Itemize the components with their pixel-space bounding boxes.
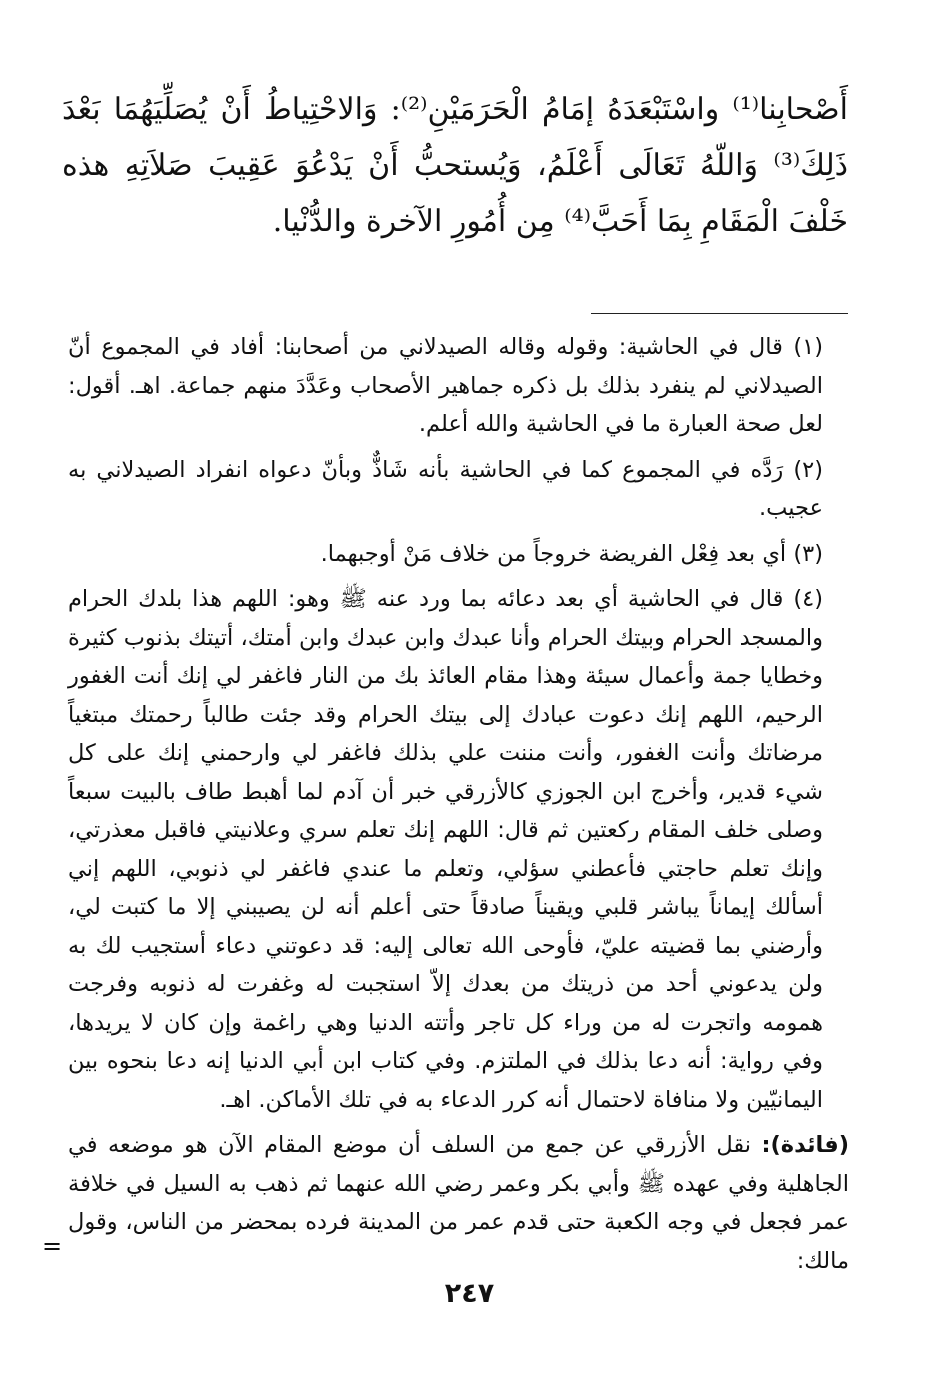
- footnote-number: (٢): [793, 456, 823, 483]
- footnote-text: رَدَّه في المجموع كما في الحاشية بأنه شَاذٌّ وبأنّ دعواه انفراد الصيدلاني به عجيب.: [68, 456, 823, 521]
- main-text-block: [62, 82, 848, 250]
- page-number: ٢٤٧: [444, 1278, 495, 1309]
- footnote-text: أي بعد فِعْل الفريضة خروجاً من خلاف مَنْ أوجبهما.: [320, 540, 787, 567]
- footnote-2: [68, 451, 849, 528]
- footnote-text: قال في الحاشية أي بعد دعائه بما ورد عنه ﷺ وهو: اللهم هذا بلدك الحرام والمسجد الحرام وبيتك الحرام وأنا عبدك وابن عبدك وابن أمتك، أتيتك بذنوب كثيرة وخطايا جمة وأعمال سيئة وهذا مقام العائذ بك من النار فاغفر لي إنك أنت الغفور الرحيم، اللهم إنك دعوت عبادك إلى بيتك الحرام وقد جئت طالباً رحمتك مبتغياً مرضاتك وأنت الغفور، وأنت مننت علي بذلك فاغفر لي وارحمني إنك على كل شيء قدير، وأخرج ابن الجوزي كالأزرقي خبر أن آدم لما أهبط طاف بالبيت سبعاً وصلى خلف المقام ركعتين ثم قال: اللهم إنك تعلم سري وعلانيتي فاقبل معذرتي، وإنك تعلم حاجتي فأعطني سؤلي، وتعلم ما عندي فاغفر لي ذنوبي، اللهم إني أسألك إيماناً يباشر قلبي ويقيناً صادقاً حتى أعلم أنه لن يصيبني إلا ما كتبت لي، وأرضني بما قضيته عليّ، فأوحى الله تعالى إليه: قد دعوتني دعاء أستجيب لك به ولن يدعوني أحد من ذريتك من بعدك إلاّ استجبت له وغفرت له ذنوبه وفرجت همومه واتجرت له من وراء كل تاجر وأتته الدنيا وهي راغمة وإن كان لا يريدها، وفي رواية: أنه دعا بذلك في الملتزم. وفي كتاب ابن أبي الدنيا إنه دعا بنحوه بين اليمانيّين ولا منافاة لاحتمال أنه كرر الدعاء به في تلك الأماكن. اهـ.: [68, 586, 823, 1113]
- footnote-3: [68, 535, 849, 574]
- footnote-number: (٣): [793, 540, 823, 567]
- benefit-note-text: نقل الأزرقي عن جمع من السلف أن موضع المقام الآن هو موضعه في الجاهلية وفي عهده ﷺ وأبي بكر وعمر رضي الله عنهما ثم ذهب به السيل في خلافة عمر فجعل في وجه الكعبة حتى قدم عمر من المدينة فرده بمحضر من الناس، وقول مالك:: [68, 1132, 849, 1274]
- benefit-note: [68, 1126, 849, 1280]
- continuation-mark: =: [42, 1232, 63, 1260]
- footnote-number: (١): [793, 334, 823, 360]
- footnote-separator: [591, 313, 848, 314]
- benefit-note-label: (فائدة):: [761, 1132, 849, 1158]
- footnotes-block: [68, 328, 849, 1287]
- main-paragraph: أَصْحابِنا⁽¹⁾ واسْتَبْعَدَهُ إمَامُ الْحَرَمَيْنِ⁽²⁾: وَالاحْتِياطُ أَنْ يُصَلِّيَهُمَا بَعْدَ ذَلِكَ⁽³⁾ وَاللّهُ تَعَالَى أَعْلَمُ، وَيُستحبُّ أَنْ يَدْعُوَ عَقِيبَ صَلاَتِهِ هذه خَلْفَ الْمَقَامِ بِمَا أَحَبَّ⁽⁴⁾ مِن أُمُورِ الآخرة والدُّنْيا.: [62, 92, 848, 239]
- footnote-1: [68, 328, 849, 444]
- footnote-number: (٤): [793, 586, 824, 612]
- footnote-text: قال في الحاشية: وقوله وقاله الصيدلاني من أصحابنا: أفاد في المجموع أنّ الصيدلاني لم ينفرد بذلك بل ذكره جماهير الأصحاب وعَدَّدَ منهم جماعة. اهـ. أقول: لعل صحة العبارة ما في الحاشية والله أعلم.: [68, 334, 823, 437]
- footnote-4: [68, 580, 849, 1119]
